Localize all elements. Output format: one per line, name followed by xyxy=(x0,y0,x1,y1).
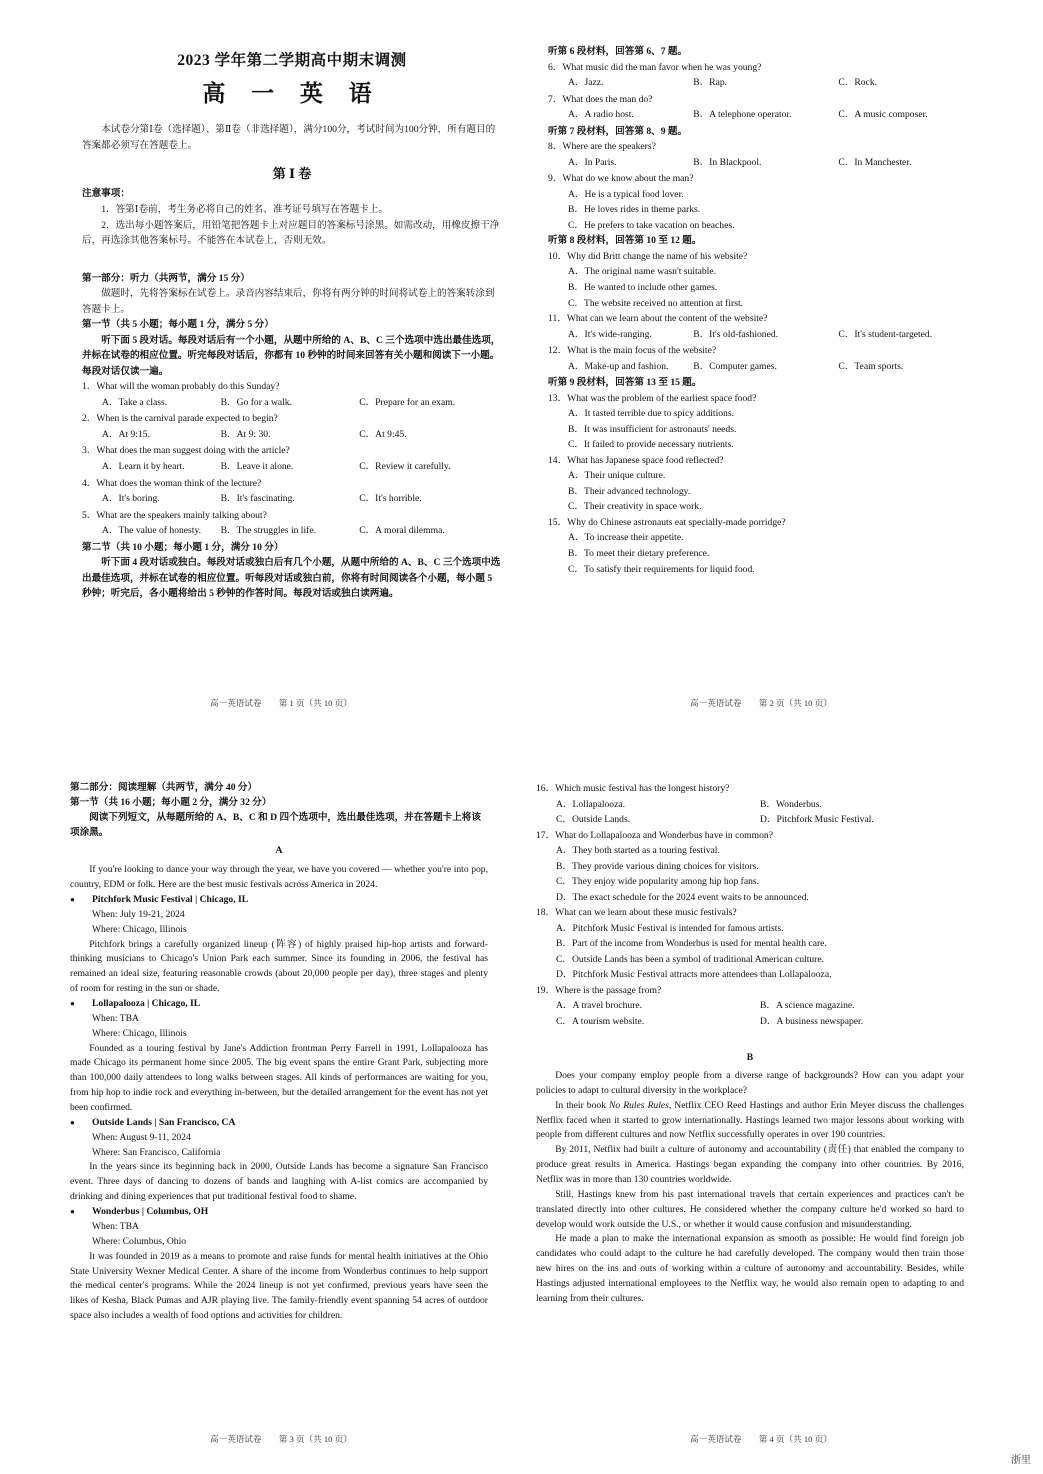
reading-section1-heading: 第一节（共 16 小题；每小题 2 分，满分 32 分） xyxy=(70,796,272,808)
festival-wonderbus-name: ● Wonderbus | Columbus, OH xyxy=(70,1205,488,1220)
option-c[interactable]: C．At 9:45. xyxy=(359,428,407,440)
notice-2: 2．选出每小题答案后，用铅笔把答题卡上对应题目的答案标号涂黑。如需改动，用橡皮擦干净后，再选涂其他答案标号。不能答在本试卷上，否则无效。 xyxy=(82,219,500,247)
option-d[interactable]: D．A business newspaper. xyxy=(760,1015,864,1027)
page-footer-2: 高一英语试卷 第 2 页（共 10 页） xyxy=(690,698,832,708)
option-c[interactable]: C．Prepare for an exam. xyxy=(359,396,456,408)
question-2 xyxy=(82,411,502,442)
option-c[interactable]: C．Outside Lands has been a symbol of traditional American culture. xyxy=(556,953,825,965)
notice-1: 1．答第Ⅰ卷前，考生务必将自己的姓名、准考证号填写在答题卡上。 xyxy=(101,204,388,215)
question-stem: 16．Which music festival has the longest history? xyxy=(536,783,730,794)
option-a[interactable]: A．Pitchfork Music Festival is intended for famous artists. xyxy=(556,922,784,934)
option-b[interactable]: B．He loves rides in theme parks. xyxy=(568,204,701,216)
option-c[interactable]: C．A music composer. xyxy=(838,109,928,121)
festival-outside-lands-where: Where: San Francisco, California xyxy=(92,1146,221,1158)
page-1 xyxy=(82,44,502,602)
option-a[interactable]: A．A travel brochure. xyxy=(556,1000,643,1012)
question-stem: 9．What do we know about the man? xyxy=(548,173,694,185)
question-9 xyxy=(548,171,988,233)
question-stem: 13．What was the problem of the earliest space food? xyxy=(548,392,757,404)
option-b[interactable]: B．At 9: 30. xyxy=(220,428,271,440)
corner-watermark: 浙里 xyxy=(1011,1455,1031,1466)
volume-heading: 第 Ⅰ 卷 xyxy=(272,166,312,182)
option-b[interactable]: B．Wonderbus. xyxy=(760,798,822,810)
question-stem: 2．When is the carnival parade expected to begin? xyxy=(82,413,278,425)
notice-title: 注意事项： xyxy=(82,188,130,200)
passage-b-p2 xyxy=(536,1099,964,1144)
reading-desc: 阅读下列短文，从每题所给的 A、B、C 和 D 四个选项中，选出最佳选项，并在答题卡上将该项涂黑。 xyxy=(70,811,481,838)
exam-subject: 高 一 英 语 xyxy=(202,81,382,107)
question-stem: 12．What is the main focus of the website? xyxy=(548,345,717,357)
option-b[interactable]: B．Computer games. xyxy=(693,360,777,372)
option-c[interactable]: C．Review it carefully. xyxy=(359,460,451,472)
festival-wonderbus-when: When: TBA xyxy=(92,1220,139,1232)
question-18 xyxy=(536,905,964,983)
festival-outside-lands-when: When: August 9-11, 2024 xyxy=(92,1131,191,1143)
option-a[interactable]: A．The original name wasn't suitable. xyxy=(568,266,716,278)
option-b[interactable]: B．A science magazine. xyxy=(760,1000,855,1012)
festival-lollapalooza-when: When: TBA xyxy=(92,1012,139,1024)
question-3 xyxy=(82,443,502,474)
question-5 xyxy=(82,508,502,539)
festival-pitchfork-where: Where: Chicago, Illinois xyxy=(92,923,187,935)
option-c[interactable]: C．A moral dilemma. xyxy=(359,525,445,537)
question-stem: 5．What are the speakers mainly talking about? xyxy=(82,509,267,521)
festival-wonderbus-where: Where: Columbus, Ohio xyxy=(92,1235,187,1247)
festival-pitchfork-text: Pitchfork brings a carefully organized lineup (阵容) of highly praised hip-hop artists and forward-thinking musicians to Chicago's Union Park each summer. Since its founding in 2006, the festival has remained an ideal size, featuring reasonable crowds (about 20,000 people per day), three stages and plenty of room for resting in the sun or shade. xyxy=(70,938,488,995)
question-12 xyxy=(548,343,988,374)
section1-desc: 听下面 5 段对话。每段对话后有一个小题，从题中所给的 A、B、C 三个选项中选出最佳选项，并标在试卷的相应位置。听完每段对话后，你都有 10 秒钟的时间来回答有关小题和阅读下一小题。每段对话仅读一遍。 xyxy=(82,334,501,377)
question-stem: 8．Where are the speakers? xyxy=(548,141,656,153)
option-a[interactable]: A．At 9:15. xyxy=(102,428,150,440)
option-c[interactable]: C．It's student-targeted. xyxy=(838,328,933,340)
option-c[interactable]: C．Outside Lands. xyxy=(556,814,631,826)
option-b[interactable]: B．It's fascinating. xyxy=(220,493,295,505)
option-b[interactable]: B．To meet their dietary preference. xyxy=(568,548,710,559)
option-c[interactable]: C．He prefers to take vacation on beaches. xyxy=(568,219,735,231)
festival-pitchfork-name: ● Pitchfork Music Festival | Chicago, IL xyxy=(70,893,488,908)
option-a[interactable]: A．To increase their appetite. xyxy=(568,532,684,544)
material-9-heading: 听第 9 段材料，回答第 13 至 15 题。 xyxy=(548,377,702,389)
option-c[interactable]: C．It's horrible. xyxy=(359,493,422,505)
option-a[interactable]: A．The value of honesty. xyxy=(102,525,202,537)
page-3 xyxy=(70,781,488,1324)
question-14 xyxy=(548,453,988,515)
question-stem: 18．What can we learn about these music festivals? xyxy=(536,907,737,919)
passage-a-letter: A xyxy=(275,845,283,857)
material-8-heading: 听第 8 段材料，回答第 10 至 12 题。 xyxy=(548,235,702,247)
book-title: No Rules Rules xyxy=(609,1099,669,1111)
question-stem: 1．What will the woman probably do this Sunday? xyxy=(82,381,280,393)
question-10 xyxy=(548,249,988,311)
part1-desc: 做题时，先将答案标在试卷上。录音内容结束后，你将有两分钟的时间将试卷上的答案转涂到答题卡上。 xyxy=(82,288,495,315)
option-a[interactable]: A．Learn it by heart. xyxy=(102,460,185,472)
option-a[interactable]: A．In Paris. xyxy=(568,156,617,168)
question-stem: 10．Why did Britt change the name of his website? xyxy=(548,250,748,262)
festival-lollapalooza-where: Where: Chicago, Illinois xyxy=(92,1027,187,1039)
question-stem: 11．What can we learn about the content of the website? xyxy=(548,313,768,325)
option-c[interactable]: C．It failed to provide necessary nutrients. xyxy=(568,439,734,451)
festival-pitchfork-when: When: July 19-21, 2024 xyxy=(92,908,185,920)
question-19 xyxy=(536,983,964,1030)
festival-outside-lands-name: ● Outside Lands | San Francisco, CA xyxy=(70,1116,488,1131)
question-6 xyxy=(548,60,988,91)
festival-lollapalooza-text: Founded as a touring festival by Jane's Addiction frontman Perry Farrell in 1991, Lollapalooza has made Chicago its permanent home since 2005. The big event spans the entire Grant Park, subjecting more than 100,000 daily attendees to long walks between stages. All kinds of performances are waiting for you, from hip hop to indie rock and everything in-between, but the detailed arrangement for the event has not yet been confirmed. xyxy=(70,1042,488,1114)
part2-heading: 第二部分：阅读理解（共两节，满分 40 分） xyxy=(70,782,258,793)
question-8 xyxy=(548,139,988,170)
question-7 xyxy=(548,92,988,123)
question-stem: 6．What music did the man favor when he was young? xyxy=(548,61,762,73)
material-6-heading: 听第 6 段材料，回答第 6、7 题。 xyxy=(548,46,688,57)
option-d[interactable]: D．Pitchfork Music Festival attracts more attendees than Lollapalooza. xyxy=(556,969,832,981)
question-stem: 4．What does the woman think of the lecture? xyxy=(82,477,262,489)
question-stem: 19．Where is the passage from? xyxy=(536,984,662,996)
page-footer-1: 高一英语试卷 第 1 页（共 10 页） xyxy=(210,698,352,708)
option-b[interactable]: B．It was insufficient for astronauts' needs. xyxy=(568,423,737,435)
passage-b-p5: He made a plan to make the international expansion as smooth as possible: He would find foreign job candidates who could adapt to the culture he had carefully developed. The company would then train those new hires on the ins and outs of working within a culture of autonomy and accountability. Besides, while Hastings adjusted international employees to the Netflix way, he would also remain open to adapting to and learning from their cultures. xyxy=(536,1233,964,1304)
question-4 xyxy=(82,476,502,507)
option-b[interactable]: B．In Blackpool. xyxy=(693,156,762,168)
option-c[interactable]: C．The website received no attention at first. xyxy=(568,297,744,309)
option-a[interactable]: A．It tasted terrible due to spicy additions. xyxy=(568,408,734,420)
option-b[interactable]: B．They provide various dining choices for visitors. xyxy=(556,860,759,872)
option-a[interactable]: A．A radio host. xyxy=(568,109,634,121)
option-b[interactable]: B．Part of the income from Wonderbus is used for mental health care. xyxy=(556,938,827,950)
option-b[interactable]: B．Go for a walk. xyxy=(220,396,292,408)
page-footer-3: 高一英语试卷 第 3 页（共 10 页） xyxy=(210,1434,352,1444)
part1-heading: 第一部分：听力（共两节，满分 15 分） xyxy=(82,272,250,284)
question-stem: 3．What does the man suggest doing with the article? xyxy=(82,445,290,457)
question-1 xyxy=(82,379,502,410)
section2-desc: 听下面 4 段对话或独白。每段对话或独白后有几个小题，从题中所给的 A、B、C 三个选项中选出最佳选项，并标在试卷的相应位置。听每段对话或独白前，你将有时间阅读各个小题，每小题 5 秒钟；听完后，各小题将给出 5 秒钟的作答时间。每段对话或独白读两遍。 xyxy=(82,557,501,600)
option-b[interactable]: B．Leave it alone. xyxy=(220,460,294,472)
option-d[interactable]: D．Pitchfork Music Festival. xyxy=(760,814,874,826)
page-2 xyxy=(548,44,988,577)
option-b[interactable]: B．Their advanced technology. xyxy=(568,485,691,497)
section2-heading: 第二节（共 10 小题；每小题 1 分，满分 10 分） xyxy=(82,541,284,553)
festival-outside-lands-text: In the years since its beginning back in 2000, Outside Lands has become a signature San Francisco event. Three days of dancing to dozens of bands and laughing with A-list comics are accompanied by drinking and dining experiences that put traditional festival food to shame. xyxy=(70,1161,488,1203)
option-a[interactable]: A．Make-up and fashion. xyxy=(568,360,669,372)
question-15 xyxy=(548,515,988,577)
option-a[interactable]: A．Lollapalooza. xyxy=(556,798,625,810)
option-c[interactable]: C．Rock. xyxy=(838,77,878,89)
passage-b-p1: Does your company employ people from a diverse range of backgrounds? How can you adapt your policies to adapt to cultural diversity in the workplace? xyxy=(536,1070,964,1096)
option-b[interactable]: B．It's old-fashioned. xyxy=(693,328,779,340)
question-stem: 7．What does the man do? xyxy=(548,93,653,105)
exam-intro: 本试卷分第Ⅰ卷（选择题）、第Ⅱ卷（非选择题），满分100分，考试时间为100分钟，所有题目的答案都必须写在答题卷上。 xyxy=(82,124,496,151)
text-span: , Netflix CEO Reed Hastings and author Erin Meyer discuss the challenges Netflix faced when it started to grow internationally. Hastings learned two major lessons about working with people from different cultures and now Netflix successfully operates in over 190 countries. xyxy=(536,1099,964,1141)
question-stem: 17．What do Lollapalooza and Wonderbus have in common? xyxy=(536,829,773,841)
option-c[interactable]: C．A tourism website. xyxy=(556,1015,645,1027)
section1-heading: 第一节（共 5 小题；每小题 1 分，满分 5 分） xyxy=(82,319,274,331)
passage-b-p4: Still, Hastings knew from his past international travels that certain experiences and practices can't be translated directly into other cultures. He considered whether the company culture he'd worked so hard to develop would work outside the U.S., or whether it would cause confusion and misunderstanding. xyxy=(536,1188,964,1230)
option-a[interactable]: A．He is a typical food lover. xyxy=(568,188,684,200)
option-a[interactable]: A．Their unique culture. xyxy=(568,470,666,482)
option-d[interactable]: D．The exact schedule for the 2024 event waits to be announced. xyxy=(556,891,809,903)
material-7-heading: 听第 7 段材料，回答第 8、9 题。 xyxy=(548,125,688,137)
option-c[interactable]: C．In Manchester. xyxy=(838,156,912,168)
passage-b-p3: By 2011, Netflix had built a culture of autonomy and accountability (责任) that enabled the company to produce great results in America. Hastings began expanding the company into other countries. By 2016, Netflix was in more than 130 countries worldwide. xyxy=(536,1144,964,1186)
question-17 xyxy=(536,828,964,906)
festival-lollapalooza-name: ● Lollapalooza | Chicago, IL xyxy=(70,997,488,1012)
option-c[interactable]: C．Their creativity in space work. xyxy=(568,501,702,513)
question-stem: 15．Why do Chinese astronauts eat specially-made porridge? xyxy=(548,516,786,528)
option-c[interactable]: C．To satisfy their requirements for liquid food. xyxy=(568,563,755,575)
option-b[interactable]: B．The struggles in life. xyxy=(220,525,316,537)
option-c[interactable]: C．They enjoy wide popularity among hip hop fans. xyxy=(556,876,760,888)
question-11 xyxy=(548,311,988,342)
option-a[interactable]: A．Take a class. xyxy=(102,396,168,408)
page-footer-4: 高一英语试卷 第 4 页（共 10 页） xyxy=(690,1434,832,1444)
option-b[interactable]: B．Rap. xyxy=(693,77,728,89)
passage-b-letter: B xyxy=(746,1051,754,1063)
passage-a-lead: If you're looking to dance your way through the year, we have you covered — whether you're into pop, country, EDM or folk. Here are the best music festivals across America in 2024. xyxy=(70,864,488,891)
exam-title: 2023 学年第二学期高中期末调测 xyxy=(177,52,407,69)
question-stem: 14．What has Japanese space food reflected? xyxy=(548,454,724,466)
text-span: In their book xyxy=(555,1099,610,1111)
festival-wonderbus-text: It was founded in 2019 as a means to promote and raise funds for mental health initiatives at the Ohio State University Wexner Medical Center. A share of the income from Wonderbus continues to help support the medical center's programs. While the 2024 lineup is not yet confirmed, previous years have seen the likes of Kesha, Black Pumas and AJR playing live. The family-friendly event spanning 54 acres of outdoor space also includes a wealth of food options and activities for children. xyxy=(70,1250,488,1322)
option-a[interactable]: A．They both started as a touring festival. xyxy=(556,845,720,857)
question-13 xyxy=(548,391,988,453)
question-16 xyxy=(536,781,964,828)
option-a[interactable]: A．It's wide-ranging. xyxy=(568,328,652,340)
option-b[interactable]: B．He wanted to include other games. xyxy=(568,281,718,293)
option-c[interactable]: C．Team sports. xyxy=(838,360,904,372)
page-4 xyxy=(536,781,964,1307)
option-b[interactable]: B．A telephone operator. xyxy=(693,109,792,121)
option-a[interactable]: A．It's boring. xyxy=(102,493,160,505)
option-a[interactable]: A．Jazz. xyxy=(568,77,604,89)
